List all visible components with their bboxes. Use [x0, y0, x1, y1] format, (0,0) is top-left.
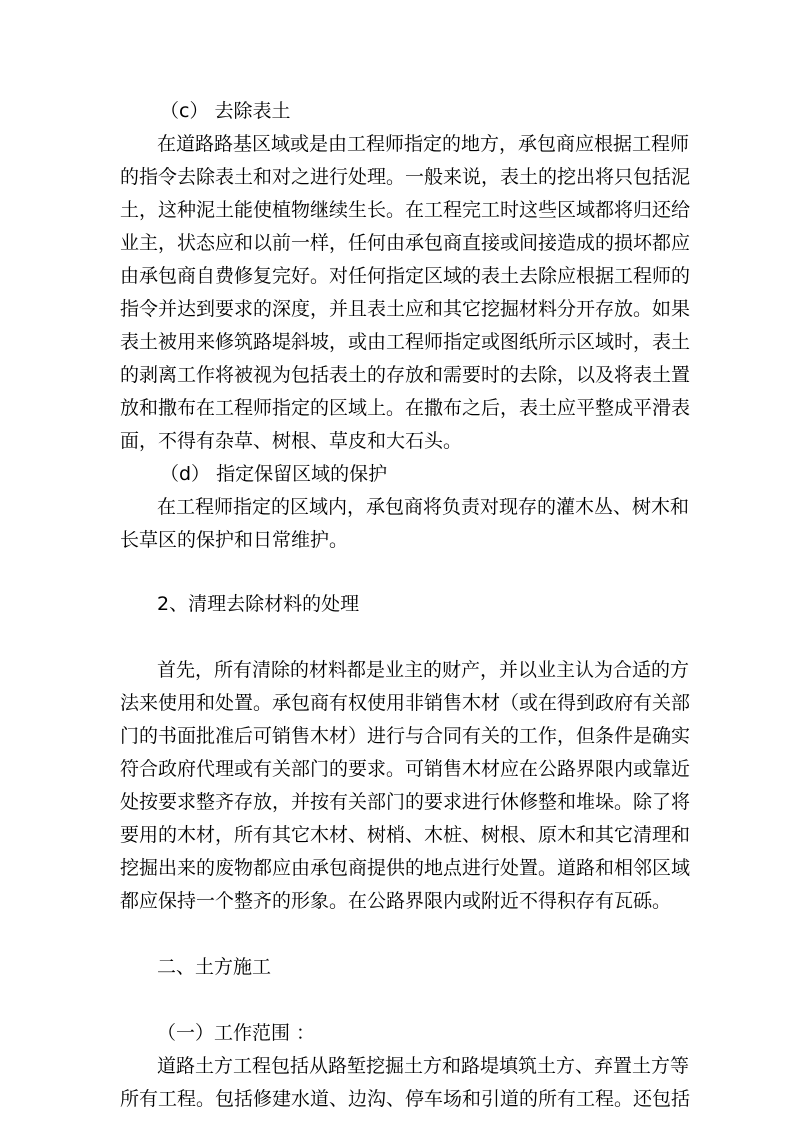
paragraph-line: 土，这种泥土能使植物继续生长。在工程完工时这些区域都将归还给: [120, 199, 691, 221]
paragraph-line: 处按要求整齐存放，并按有关部门的要求进行休修整和堆垛。除了将: [120, 791, 691, 813]
paragraph-line: 在工程师指定的区域内，承包商将负责对现存的灌木丛、树木和: [157, 496, 690, 518]
paragraph-line: 符合政府代理或有关部门的要求。可销售木材应在公路界限内或靠近: [120, 758, 691, 780]
paragraph-line: 长草区的保护和日常维护。: [120, 529, 349, 551]
paragraph-line: 由承包商自费修复完好。对任何指定区域的表土去除应根据工程师的: [120, 265, 691, 287]
subheading-scope: （一）工作范围 ：: [157, 1022, 316, 1044]
paragraph-line: 挖掘出来的废物都应由承包商提供的地点进行处置。道路和相邻区域: [120, 857, 691, 879]
paragraph-line: 的指令去除表土和对之进行处理。一般来说，表土的挖出将只包括泥: [120, 166, 691, 188]
section-heading-earthwork: 二、土方施工: [157, 956, 272, 978]
paragraph-line: 在道路路基区域或是由工程师指定的地方，承包商应根据工程师: [157, 133, 690, 155]
subheading-c: （c） 去除表土: [160, 100, 291, 122]
paragraph-line: 要用的木材，所有其它木材、树梢、木桩、树根、原木和其它清理和: [120, 824, 691, 846]
paragraph-line: 面，不得有杂草、树根、草皮和大石头。: [120, 430, 463, 452]
paragraph-line: 表土被用来修筑路堤斜坡，或由工程师指定或图纸所示区域时，表土: [120, 331, 691, 353]
paragraph-line: 道路土方工程包括从路堑挖掘土方和路堤填筑土方、弃置土方等: [157, 1055, 690, 1077]
paragraph-line: 所有工程。包括修建水道、边沟、停车场和引道的所有工程。还包括: [120, 1088, 691, 1110]
paragraph-line: 都应保持一个整齐的形象。在公路界限内或附近不得积存有瓦砾。: [120, 890, 672, 912]
subheading-d: （d） 指定保留区域的保护: [160, 463, 388, 485]
paragraph-line: 的剥离工作将被视为包括表土的存放和需要时的去除，以及将表土置: [120, 364, 691, 386]
paragraph-line: 指令并达到要求的深度，并且表土应和其它挖掘材料分开存放。如果: [120, 298, 691, 320]
paragraph-line: 放和撒布在工程师指定的区域上。在撒布之后，表土应平整成平滑表: [120, 397, 691, 419]
paragraph-line: 业主，状态应和以前一样，任何由承包商直接或间接造成的损坏都应: [120, 232, 691, 254]
section-heading-2: 2、清理去除材料的处理: [157, 593, 360, 615]
paragraph-line: 首先，所有清除的材料都是业主的财产，并以业主认为合适的方: [157, 659, 690, 681]
paragraph-line: 门的书面批准后可销售木材）进行与合同有关的工作，但条件是确实: [120, 725, 691, 747]
paragraph-line: 法来使用和处置。承包商有权使用非销售木材（或在得到政府有关部: [120, 692, 691, 714]
